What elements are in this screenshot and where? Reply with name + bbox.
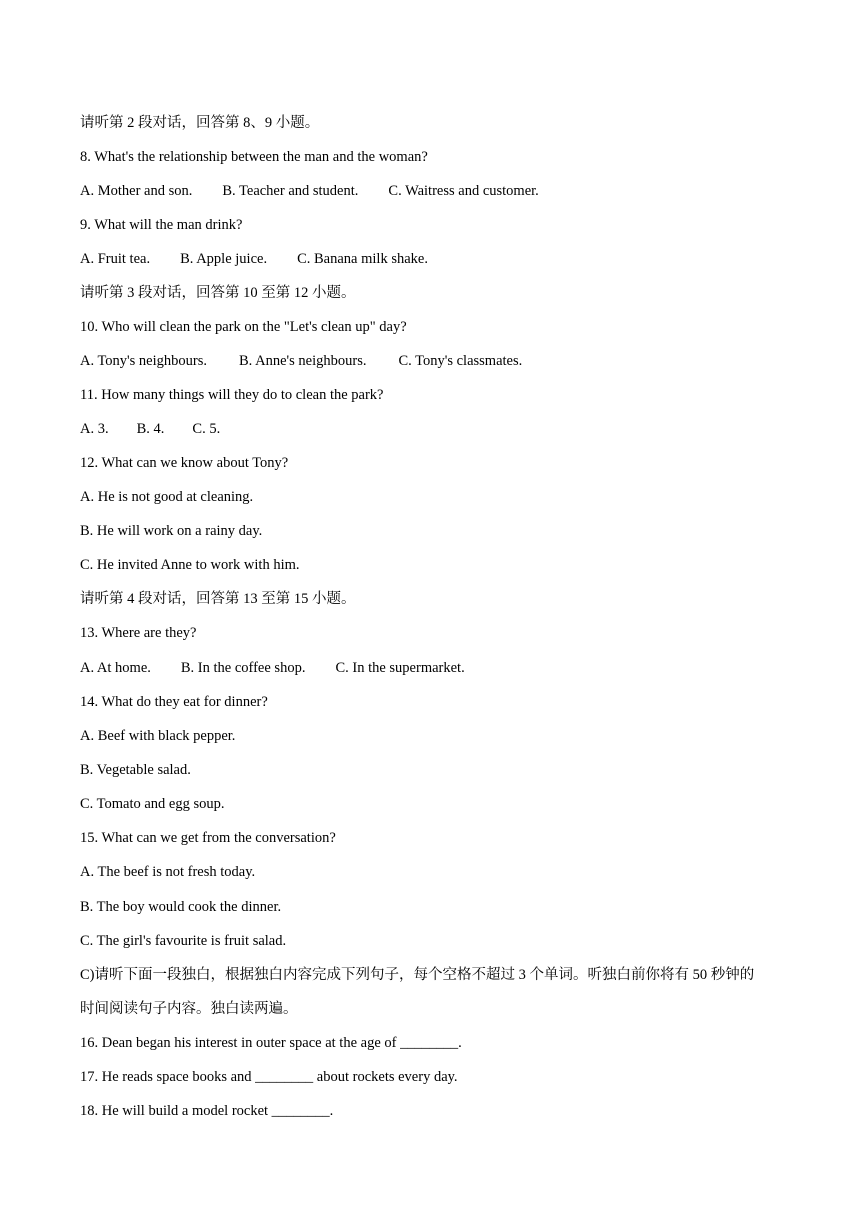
option-a: A. At home.	[80, 660, 151, 676]
part-c-instruction-line-2: 时间阅读句子内容。独白读两遍。	[80, 1001, 298, 1017]
question-13-options	[80, 658, 800, 678]
option-c: C. Banana milk shake.	[297, 251, 428, 267]
option-b: B. Teacher and student.	[222, 183, 359, 199]
question-15-option-b: B. The boy would cook the dinner.	[80, 899, 282, 915]
question-14: 14. What do they eat for dinner?	[80, 694, 268, 710]
option-c: C. 5.	[192, 421, 221, 437]
option-c: C. Waitress and customer.	[388, 183, 539, 199]
question-9: 9. What will the man drink?	[80, 217, 243, 233]
question-12-option-b: B. He will work on a rainy day.	[80, 523, 263, 539]
question-14-option-b: B. Vegetable salad.	[80, 762, 191, 778]
question-12-option-a: A. He is not good at cleaning.	[80, 489, 254, 505]
question-17: 17. He reads space books and ________ about rockets every day.	[80, 1069, 458, 1085]
section-3-instruction: 请听第 3 段对话，回答第 10 至第 12 小题。	[80, 285, 356, 301]
question-10: 10. Who will clean the park on the "Let's clean up" day?	[80, 319, 407, 335]
question-13: 13. Where are they?	[80, 625, 197, 641]
option-a: A. 3.	[80, 421, 109, 437]
question-9-options	[80, 249, 800, 269]
question-12-option-c: C. He invited Anne to work with him.	[80, 557, 300, 573]
option-b: B. Apple juice.	[180, 251, 268, 267]
question-15: 15. What can we get from the conversation?	[80, 830, 336, 846]
question-10-options	[80, 351, 800, 371]
option-c: C. Tony's classmates.	[398, 353, 523, 369]
question-14-option-a: A. Beef with black pepper.	[80, 728, 236, 744]
question-11: 11. How many things will they do to clean the park?	[80, 387, 384, 403]
option-a: A. Fruit tea.	[80, 251, 151, 267]
section-2-instruction: 请听第 2 段对话，回答第 8、9 小题。	[80, 115, 320, 131]
part-c-instruction-line-1: C)请听下面一段独白，根据独白内容完成下列句子，每个空格不超过 3 个单词。听独白前你将有 50 秒钟的	[80, 967, 755, 983]
question-11-options	[80, 419, 800, 439]
question-15-option-c: C. The girl's favourite is fruit salad.	[80, 933, 287, 949]
question-8-options	[80, 181, 800, 201]
question-14-option-c: C. Tomato and egg soup.	[80, 796, 225, 812]
section-4-instruction: 请听第 4 段对话，回答第 13 至第 15 小题。	[80, 591, 356, 607]
question-18: 18. He will build a model rocket ________.	[80, 1103, 334, 1119]
option-a: A. Mother and son.	[80, 183, 193, 199]
question-15-option-a: A. The beef is not fresh today.	[80, 864, 256, 880]
option-b: B. In the coffee shop.	[180, 660, 306, 676]
option-c: C. In the supermarket.	[335, 660, 465, 676]
option-b: B. Anne's neighbours.	[239, 353, 367, 369]
option-b: B. 4.	[136, 421, 165, 437]
question-8: 8. What's the relationship between the man and the woman?	[80, 149, 428, 165]
question-12: 12. What can we know about Tony?	[80, 455, 289, 471]
option-a: A. Tony's neighbours.	[80, 353, 207, 369]
question-16: 16. Dean began his interest in outer space at the age of ________.	[80, 1035, 462, 1051]
